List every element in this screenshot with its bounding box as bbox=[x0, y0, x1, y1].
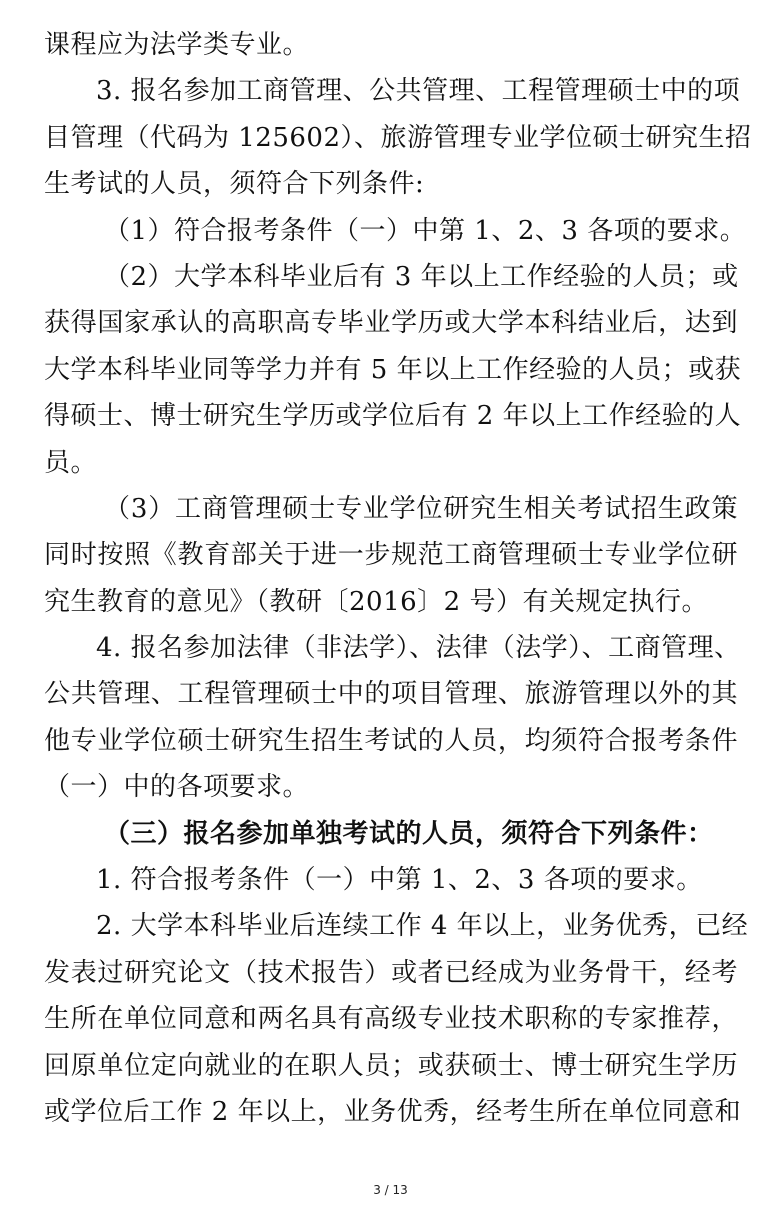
text-line: 发表过研究论文（技术报告）或者已经成为业务骨干，经考 bbox=[44, 957, 738, 988]
text-line: 4. 报名参加法律（非法学）、法律（法学）、工商管理、 bbox=[96, 633, 741, 664]
text-line: 员。 bbox=[44, 447, 98, 478]
text-line: 获得国家承认的高职高专毕业学历或大学本科结业后，达到 bbox=[44, 308, 738, 339]
text-line: 回原单位定向就业的在职人员；或获硕士、博士研究生学历 bbox=[44, 1050, 738, 1081]
text-line: 2. 大学本科毕业后连续工作 4 年以上，业务优秀，已经 bbox=[96, 911, 749, 942]
text-line: 课程应为法学类专业。 bbox=[44, 30, 310, 60]
text-line: 生考试的人员，须符合下列条件: bbox=[44, 169, 425, 200]
text-line: 大学本科毕业同等学力并有 5 年以上工作经验的人员；或获 bbox=[44, 354, 742, 385]
page-number: 3 / 13 bbox=[373, 1183, 408, 1197]
text-line: （1）符合报考条件（一）中第 1、2、3 各项的要求。 bbox=[104, 215, 747, 246]
text-line: 究生教育的意见》（教研〔2016〕2 号）有关规定执行。 bbox=[44, 586, 708, 617]
text-line: 同时按照《教育部关于进一步规范工商管理硕士专业学位研 bbox=[44, 540, 738, 571]
text-line: （一）中的各项要求。 bbox=[44, 772, 310, 803]
document-body bbox=[44, 22, 752, 1135]
text-line: 他专业学位硕士研究生招生考试的人员，均须符合报考条件 bbox=[44, 725, 738, 756]
text-line: 公共管理、工程管理硕士中的项目管理、旅游管理以外的其 bbox=[44, 679, 738, 710]
text-line: 或学位后工作 2 年以上，业务优秀，经考生所在单位同意和 bbox=[44, 1096, 742, 1127]
text-line: 目管理（代码为 125602）、旅游管理专业学位硕士研究生招 bbox=[44, 122, 752, 153]
section-heading-line: （三）报名参加单独考试的人员，须符合下列条件： bbox=[104, 818, 714, 849]
text-line: 1. 符合报考条件（一）中第 1、2、3 各项的要求。 bbox=[96, 865, 703, 896]
text-line: 得硕士、博士研究生学历或学位后有 2 年以上工作经验的人 bbox=[44, 401, 742, 432]
text-line: （2）大学本科毕业后有 3 年以上工作经验的人员；或 bbox=[104, 261, 739, 292]
text-line: 生所在单位同意和两名具有高级专业技术职称的专家推荐， bbox=[44, 1004, 738, 1035]
text-line: 3. 报名参加工商管理、公共管理、工程管理硕士中的项 bbox=[96, 76, 741, 107]
text-line: （3）工商管理硕士专业学位研究生相关考试招生政策 bbox=[104, 493, 738, 524]
